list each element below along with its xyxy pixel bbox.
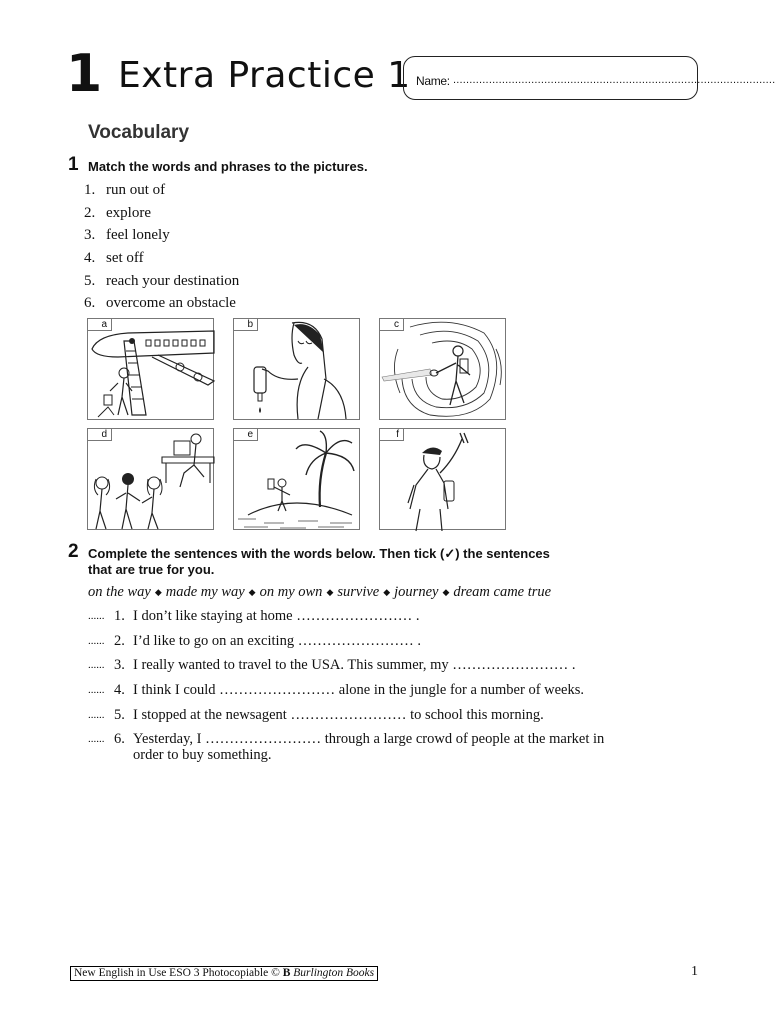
instruction-line-2: that are true for you. xyxy=(88,562,215,577)
list-item xyxy=(84,203,239,226)
tick-space[interactable]: ...... xyxy=(88,684,105,697)
picture-label: f xyxy=(380,429,404,441)
item-number: 6. xyxy=(84,295,96,312)
item-number: 1. xyxy=(84,182,96,198)
picture-a xyxy=(87,318,214,420)
diamond-separator-icon: ◆ xyxy=(383,587,391,597)
sentence-text: I think I could …………………… alone in the jungle for a number of weeks. xyxy=(133,682,585,699)
name-label: Name: xyxy=(416,74,450,88)
publisher-name: Burlington Books xyxy=(293,967,375,979)
tick-space[interactable]: ...... xyxy=(88,659,105,672)
cave-explorer-illustration xyxy=(380,319,507,421)
item-number: 5. xyxy=(114,706,125,723)
item-text: set off xyxy=(106,250,144,267)
word-bank-item: dream came true xyxy=(453,584,552,600)
item-number: 3. xyxy=(114,657,125,674)
section-title: Vocabulary xyxy=(88,122,190,143)
list-item xyxy=(88,680,628,705)
word-bank-item: on my own xyxy=(259,584,323,600)
exercise-2-list xyxy=(88,606,628,763)
list-item xyxy=(84,248,239,271)
list-item xyxy=(88,631,628,656)
picture-label: b xyxy=(234,319,258,331)
item-number: 2. xyxy=(114,632,125,649)
tick-space[interactable]: ...... xyxy=(88,733,105,746)
picture-label: e xyxy=(234,429,258,441)
sentence-text: I really wanted to travel to the USA. This summer, my …………………… . xyxy=(133,657,576,674)
sentence-text: Yesterday, I …………………… through a large crowd of people at the market in order to buy something. xyxy=(133,731,605,764)
list-item xyxy=(84,180,239,203)
publisher-logo-icon: B xyxy=(282,967,291,979)
item-number: 4. xyxy=(84,250,96,267)
item-number: 2. xyxy=(84,204,96,221)
instruction-line-1: Complete the sentences with the words below. Then tick (✓) the sentences xyxy=(88,546,550,561)
word-bank xyxy=(88,584,551,601)
item-text: reach your destination xyxy=(106,272,240,289)
sentence-text: I stopped at the newsagent …………………… to school this morning. xyxy=(133,706,544,723)
item-number: 3. xyxy=(84,227,96,244)
diamond-separator-icon: ◆ xyxy=(248,587,256,597)
list-item xyxy=(84,225,239,248)
list-item xyxy=(84,271,239,294)
exercise-1-list xyxy=(84,180,239,316)
exercise-1-number: 1 xyxy=(68,154,79,175)
list-item xyxy=(88,655,628,680)
exercise-2-instruction xyxy=(88,546,550,578)
girl-alone-illustration xyxy=(88,429,215,531)
sentence-text: I don’t like staying at home …………………… . xyxy=(133,608,420,624)
list-item xyxy=(88,705,628,730)
tick-space[interactable]: ...... xyxy=(88,610,105,622)
exercise-1-instruction: Match the words and phrases to the pictures. xyxy=(88,159,368,174)
name-box[interactable] xyxy=(403,56,775,100)
picture-label: c xyxy=(380,319,404,331)
item-number: 1. xyxy=(114,608,125,624)
picture-label: d xyxy=(88,429,112,441)
item-text: explore xyxy=(106,204,151,221)
diamond-separator-icon: ◆ xyxy=(442,587,450,597)
footer-text: New English in Use ESO 3 Photocopiable © xyxy=(74,967,283,979)
item-number: 4. xyxy=(114,682,125,699)
exercise-2-number: 2 xyxy=(68,541,79,562)
diamond-separator-icon: ◆ xyxy=(326,587,334,597)
tick-space[interactable]: ...... xyxy=(88,634,105,647)
airplane-boarding-illustration xyxy=(88,319,215,421)
list-item xyxy=(84,293,239,316)
list-item xyxy=(88,606,628,631)
picture-d xyxy=(87,428,214,530)
word-bank-item: survive xyxy=(337,584,380,600)
desert-island-illustration xyxy=(234,429,361,531)
picture-f xyxy=(379,428,506,530)
item-text: run out of xyxy=(106,182,166,198)
unit-number: 1 xyxy=(66,44,103,104)
hiker-waving-illustration xyxy=(380,429,507,531)
diamond-separator-icon: ◆ xyxy=(154,587,162,597)
item-text: feel lonely xyxy=(106,227,170,244)
list-item xyxy=(88,729,628,763)
name-dots: ................................................................................................... xyxy=(453,74,775,86)
water-bottle-illustration xyxy=(234,319,361,421)
tick-space[interactable]: ...... xyxy=(88,708,105,721)
page-number: 1 xyxy=(691,964,698,979)
word-bank-item: journey xyxy=(394,584,439,600)
picture-c xyxy=(379,318,506,420)
item-text: overcome an obstacle xyxy=(106,295,236,312)
footer-credit xyxy=(70,966,378,981)
item-number: 6. xyxy=(114,731,125,748)
item-number: 5. xyxy=(84,272,96,289)
picture-b xyxy=(233,318,360,420)
sentence-text: I’d like to go on an exciting …………………… . xyxy=(133,632,421,649)
page-title: Extra Practice 1 xyxy=(118,55,411,96)
word-bank-item: made my way xyxy=(165,584,245,600)
picture-label: a xyxy=(88,319,112,331)
word-bank-item: on the way xyxy=(88,584,151,600)
picture-e xyxy=(233,428,360,530)
